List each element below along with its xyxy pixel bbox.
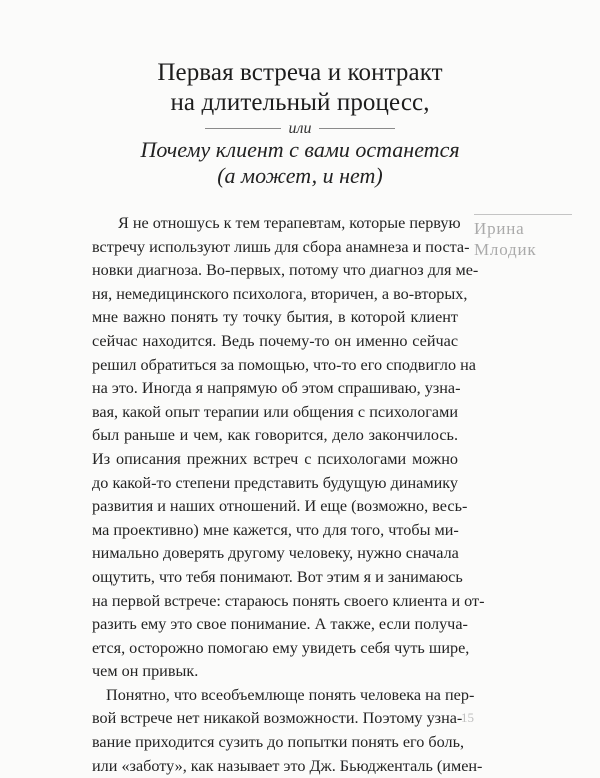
title-or-separator	[100, 120, 500, 137]
text-line: или «заботу», как называет это Дж. Бьюдженталь (имен-	[92, 756, 483, 775]
text-line: Из описания прежних встреч с психологами можно	[92, 449, 458, 468]
or-rule-left	[205, 128, 281, 129]
title-line-1: Первая встреча и контракт	[157, 59, 443, 86]
title-line-2: на длительный процесс,	[170, 89, 430, 116]
text-line: вание приходится сузить до попытки понять его боль,	[92, 733, 465, 752]
author-last-name: Млодик	[474, 240, 537, 259]
text-line: мне важно понять ту точку бытия, в которой клиент	[92, 308, 458, 327]
text-line: сейчас находится. Ведь почему-то он именно сейчас	[92, 331, 458, 350]
text-line: вая, какой опыт терапии или общения с психологами	[92, 402, 458, 421]
or-word: или	[288, 119, 312, 137]
author-margin-note	[474, 214, 572, 260]
text-line: ощутить, что тебя понимают. Вот этим я и занимаюсь	[92, 567, 463, 586]
text-line: Я не отношусь к тем терапевтам, которые первую	[118, 214, 461, 232]
chapter-title	[100, 58, 500, 189]
text-line: нимально доверять другому человеку, нужно сначала	[92, 544, 459, 563]
text-line: встречу используют лишь для сбора анамнеза и поста-	[92, 237, 470, 256]
text-line: ня, немедицинского психолога, вторичен, а во-вторых,	[92, 284, 468, 303]
text-line: решил обратиться за помощью, что-то его сподвигло на	[92, 355, 476, 374]
text-line: до какой-то степени представить будущую динамику	[92, 473, 458, 492]
text-line: развития и наших отношений. И еще (возможно, весь-	[92, 497, 468, 516]
text-line: был раньше и чем, как говорится, дело закончилось.	[92, 426, 458, 445]
or-rule-right	[319, 128, 395, 129]
text-line: Понятно, что всеобъемлюще понять человека на пер-	[106, 685, 475, 704]
author-rule	[474, 214, 572, 215]
text-line: ется, осторожно помогаю ему увидеть себя чуть шире,	[92, 638, 470, 657]
text-line: новки диагноза. Во-первых, потому что диагноз для ме-	[92, 261, 479, 280]
text-line: чем он привык.	[92, 662, 199, 681]
text-line: на это. Иногда я напрямую об этом спрашиваю, узна-	[92, 379, 461, 398]
page-number: 15	[461, 710, 474, 725]
text-line: вой встрече нет никакой возможности. Поэтому узна-	[92, 709, 463, 728]
text-line: на первой встрече: стараюсь понять своего клиента и от-	[92, 591, 485, 610]
subtitle-line-1: Почему клиент с вами останется	[140, 137, 460, 162]
text-line: разить ему это свое понимание. А также, если получа-	[92, 615, 468, 634]
text-line: ма проективно) мне кажется, что для того, чтобы ми-	[92, 520, 459, 539]
author-first-name: Ирина	[474, 219, 525, 238]
subtitle-line-2: (а может, и нет)	[217, 163, 383, 188]
